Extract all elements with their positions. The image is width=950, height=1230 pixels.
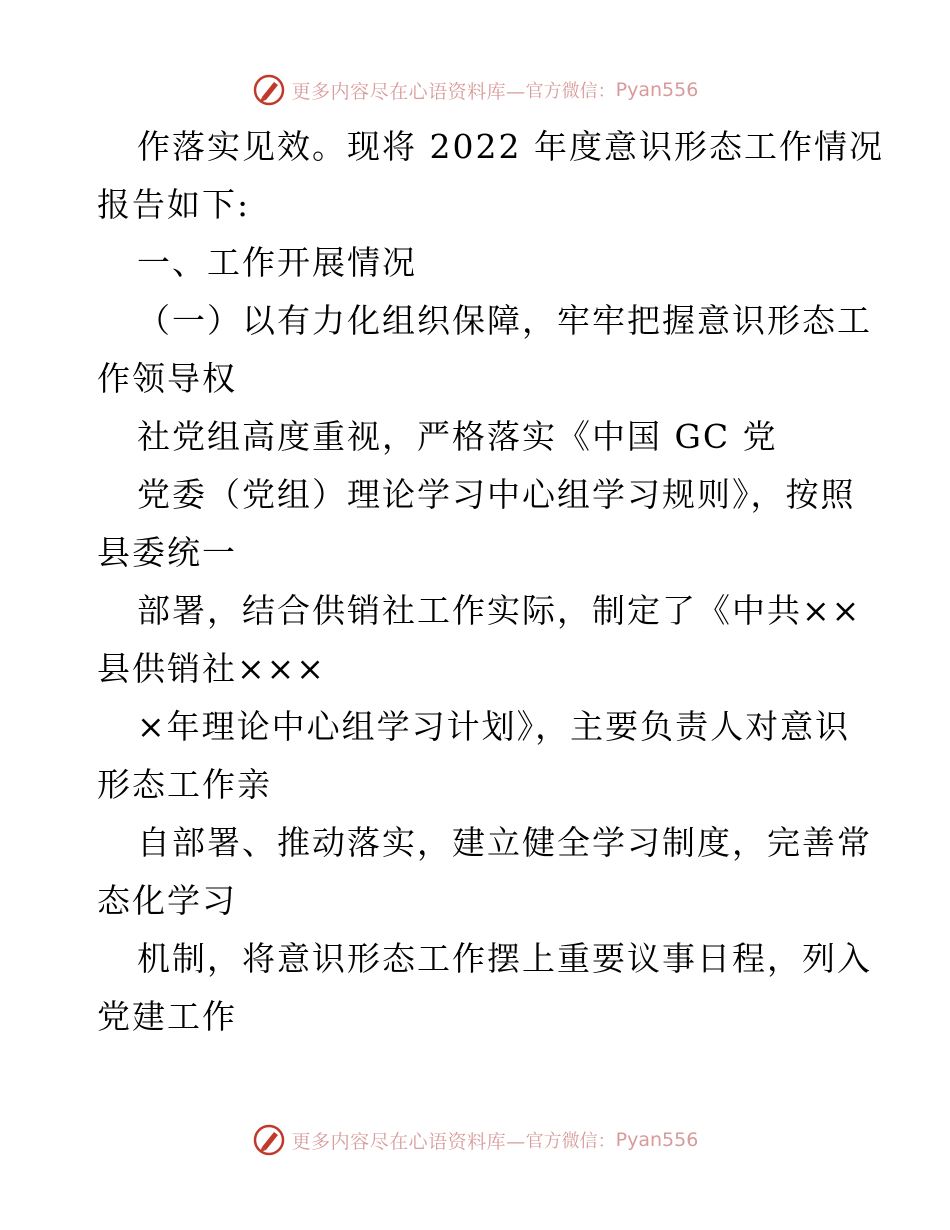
document-body <box>97 118 884 1046</box>
body-line: 社党组高度重视，严格落实《中国 GC 党 <box>137 417 778 456</box>
subsection-heading-cont: 作领导权 <box>97 359 237 398</box>
body-line: 县委统一 <box>97 533 237 572</box>
pen-logo-icon <box>252 1123 286 1157</box>
body-line: 自部署、推动落实，建立健全学习制度，完善常 <box>137 823 872 862</box>
body-line: ×年理论中心组学习计划》，主要负责人对意识 <box>137 707 851 746</box>
body-line: 党建工作 <box>97 997 237 1036</box>
watermark-wechat-id: Pyan556 <box>615 1129 699 1151</box>
subsection-heading: （一）以有力化组织保障，牢牢把握意识形态工 <box>137 301 872 340</box>
body-line: 部署，结合供销社工作实际，制定了《中共×× <box>137 591 862 630</box>
pen-logo-icon <box>252 73 286 107</box>
watermark-wechat-id: Pyan556 <box>615 79 699 101</box>
body-line: 县供销社××× <box>97 649 326 688</box>
body-line: 机制，将意识形态工作摆上重要议事日程，列入 <box>137 939 872 978</box>
footer-watermark <box>0 1120 950 1160</box>
watermark-brand-text: 更多内容尽在心语资料库— <box>291 80 526 103</box>
body-line: 作落实见效。现将 2022 年度意识形态工作情况 <box>137 127 884 166</box>
body-line: 态化学习 <box>97 881 237 920</box>
body-line: 党委（党组）理论学习中心组学习规则》，按照 <box>137 475 856 514</box>
body-line: 形态工作亲 <box>97 765 272 804</box>
watermark-brand-text: 更多内容尽在心语资料库— <box>291 1130 526 1153</box>
body-line: 报告如下: <box>97 185 251 224</box>
watermark-wechat-label: 官方微信： <box>525 81 616 102</box>
section-heading: 一、工作开展情况 <box>137 243 417 282</box>
header-watermark <box>0 70 950 110</box>
watermark-wechat-label: 官方微信： <box>525 1131 616 1152</box>
